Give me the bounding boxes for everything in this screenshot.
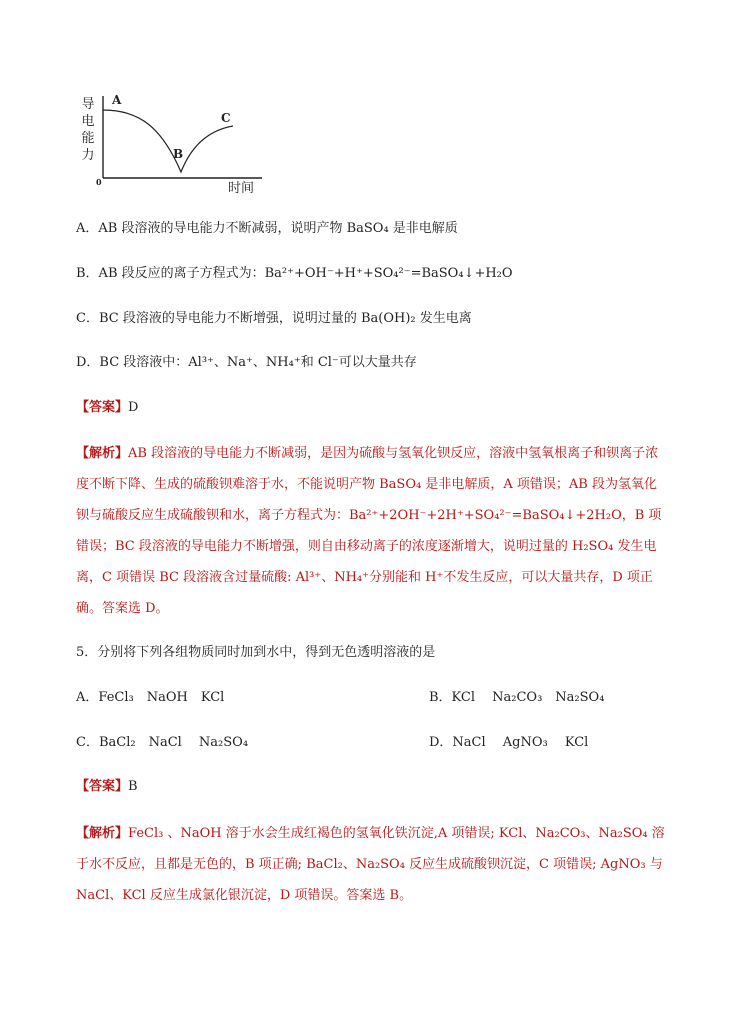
q5-option-b: B．KCl Na₂CO₃ Na₂SO₄ — [429, 690, 605, 705]
analysis-tag: 【解析】 — [76, 446, 129, 461]
answer-tag: 【答案】 — [76, 779, 129, 794]
y-label-char: 电 — [81, 114, 95, 129]
analysis-tag: 【解析】 — [76, 826, 129, 841]
q5-analysis — [76, 818, 666, 911]
q4-answer — [76, 398, 138, 418]
q4-option-c: C．BC 段溶液的导电能力不断增强，说明过量的 Ba(OH)₂ 发生电离 — [76, 311, 472, 326]
point-label-c: C — [221, 111, 231, 125]
q4-option-d: D．BC 段溶液中：Al³⁺、Na⁺、NH₄⁺和 Cl⁻可以大量共存 — [76, 355, 417, 370]
q5-option-d: D．NaCl AgNO₃ KCl — [429, 735, 589, 750]
q5-row-2 — [76, 733, 589, 753]
answer-value: B — [128, 779, 138, 794]
q5-option-a: A．FeCl₃ NaOH KCl — [76, 690, 225, 705]
x-axis-label: 时间 — [228, 181, 255, 196]
analysis-text: AB 段溶液的导电能力不断减弱，是因为硫酸与氢氧化钡反应，溶液中氢氧根离子和钡离子浓度不断下降、生成的硫酸钡难溶于水，不能说明产物 BaSO₄ 是非电解质，A 项错误；AB 段为氢氧化钡与硫酸反应生成硫酸钡和水，离子方程式为：Ba²⁺+2OH⁻+2H⁺+SO₄²⁻=BaSO₄↓+2H₂O，B 项错误；BC 段溶液的导电能力不断增强，则自由移动离子的浓度逐渐增大，说明过量的 H₂SO₄ 发生电离，C 项错误 BC 段溶液含过量硫酸: Al³⁺、NH₄⁺分别能和 H⁺不发生反应，可以大量共存，D 项正确。答案选 D。 — [76, 446, 662, 616]
point-label-a: A — [112, 93, 122, 107]
q4-analysis — [76, 438, 666, 624]
y-label-char: 导 — [81, 97, 95, 112]
answer-value: D — [128, 400, 139, 415]
q4-option-b: B．AB 段反应的离子方程式为：Ba²⁺+OH⁻+H⁺+SO₄²⁻=BaSO₄↓+H₂O — [76, 266, 513, 281]
point-label-b: B — [173, 147, 184, 161]
conductivity-curve — [103, 110, 233, 172]
q5-stem: 5．分别将下列各组物质同时加到水中，得到无色透明溶液的是 — [76, 645, 436, 660]
q5-row-1 — [76, 688, 605, 708]
analysis-text: FeCl₃ 、NaOH 溶于水会生成红褐色的氢氧化铁沉淀,A 项错误; KCl、Na₂CO₃、Na₂SO₄ 溶于水不反应，且都是无色的，B 项正确; BaCl₂、Na₂SO₄ 反应生成硫酸钡沉淀，C 项错误; AgNO₃ 与 NaCl、KCl 反应生成氯化银沉淀，D 项错误。答案选 B。 — [76, 826, 665, 903]
q5-answer — [76, 777, 138, 797]
y-label-char: 力 — [81, 148, 95, 163]
conductivity-figure — [70, 88, 270, 200]
y-label-char: 能 — [81, 131, 95, 146]
origin-label: 0 — [96, 177, 102, 187]
answer-tag: 【答案】 — [76, 400, 129, 415]
conductivity-svg — [70, 88, 270, 200]
q5-option-c: C．BaCl₂ NaCl Na₂SO₄ — [76, 735, 249, 750]
q4-option-a: A．AB 段溶液的导电能力不断减弱，说明产物 BaSO₄ 是非电解质 — [76, 221, 458, 236]
